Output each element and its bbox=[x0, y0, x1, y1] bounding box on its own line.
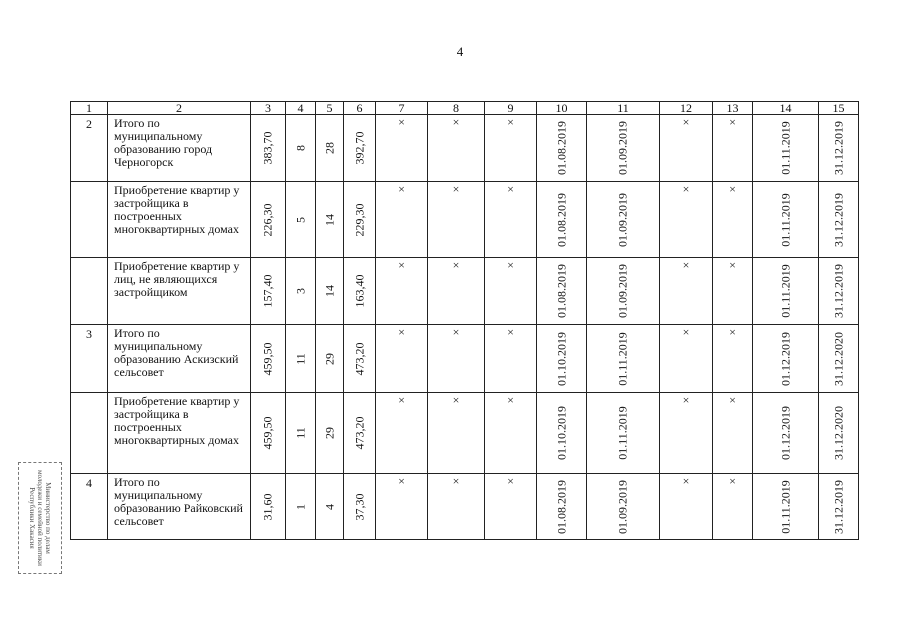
amount-cell bbox=[251, 474, 286, 540]
amount-cell bbox=[344, 115, 376, 182]
count-cell bbox=[286, 115, 316, 182]
count-cell bbox=[316, 393, 344, 474]
date-cell-text: 01.11.2019 bbox=[778, 192, 792, 247]
mark-cell: × bbox=[713, 393, 753, 474]
page-number: 4 bbox=[456, 44, 464, 59]
date-cell bbox=[587, 393, 660, 474]
mark-cell: × bbox=[485, 182, 537, 258]
amount-cell bbox=[251, 258, 286, 325]
mark-cell: × bbox=[485, 258, 537, 325]
date-cell-text: 31.12.2019 bbox=[831, 192, 845, 247]
date-cell bbox=[587, 182, 660, 258]
row-name-cell: Приобретение квартир у лиц, не являющихся застройщиком bbox=[108, 258, 251, 325]
column-number-row bbox=[71, 102, 859, 115]
row-name-cell: Итого по муниципальному образованию Аскизский сельсовет bbox=[108, 325, 251, 393]
date-cell bbox=[537, 258, 587, 325]
date-cell-text: 31.12.2020 bbox=[831, 406, 845, 460]
mark-cell: × bbox=[485, 474, 537, 540]
amount-cell bbox=[344, 393, 376, 474]
amount-cell-text: 226,30 bbox=[260, 203, 275, 236]
count-cell bbox=[316, 474, 344, 540]
mark-cell: × bbox=[485, 115, 537, 182]
table-row bbox=[71, 258, 859, 325]
date-cell-text: 01.12.2019 bbox=[778, 406, 792, 460]
count-cell-text: 11 bbox=[293, 352, 307, 365]
stamp-line: молодежи и семейной политики bbox=[36, 470, 44, 566]
date-cell-text: 01.09.2019 bbox=[615, 121, 630, 175]
date-cell bbox=[819, 393, 859, 474]
count-cell-text: 14 bbox=[322, 285, 336, 297]
table-row bbox=[71, 325, 859, 393]
amount-cell-text: 163,40 bbox=[352, 274, 366, 308]
row-number-cell bbox=[71, 258, 108, 325]
mark-cell: × bbox=[376, 258, 428, 325]
mark-cell: × bbox=[660, 393, 713, 474]
amount-cell-text: 459,50 bbox=[260, 416, 275, 450]
amount-cell bbox=[344, 474, 376, 540]
date-cell-text: 31.12.2019 bbox=[831, 479, 845, 534]
date-cell-text: 01.11.2019 bbox=[778, 121, 792, 175]
mark-cell: × bbox=[485, 325, 537, 393]
stamp-line: Министерство по делам bbox=[44, 482, 52, 554]
row-number-cell: 2 bbox=[71, 115, 108, 182]
mark-cell: × bbox=[376, 325, 428, 393]
registration-stamp bbox=[18, 462, 62, 574]
date-cell bbox=[587, 325, 660, 393]
table-row bbox=[71, 393, 859, 474]
mark-cell: × bbox=[713, 325, 753, 393]
count-cell-text: 29 bbox=[322, 352, 336, 365]
count-cell bbox=[316, 258, 344, 325]
column-header: 15 bbox=[819, 102, 859, 115]
count-cell bbox=[316, 325, 344, 393]
amount-cell-text: 229,30 bbox=[352, 203, 366, 236]
date-cell-text: 01.08.2019 bbox=[554, 479, 568, 534]
column-header: 7 bbox=[376, 102, 428, 115]
mark-cell: × bbox=[428, 325, 485, 393]
mark-cell: × bbox=[428, 182, 485, 258]
mark-cell: × bbox=[713, 115, 753, 182]
mark-cell: × bbox=[428, 258, 485, 325]
amount-cell bbox=[344, 182, 376, 258]
count-cell-text: 5 bbox=[293, 216, 307, 223]
column-header: 5 bbox=[316, 102, 344, 115]
date-cell bbox=[753, 258, 819, 325]
date-cell-text: 01.08.2019 bbox=[554, 121, 568, 175]
date-cell bbox=[819, 474, 859, 540]
count-cell bbox=[316, 182, 344, 258]
amount-cell-text: 473,20 bbox=[352, 416, 366, 450]
row-number-cell bbox=[71, 393, 108, 474]
date-cell bbox=[753, 325, 819, 393]
count-cell-text: 8 bbox=[293, 145, 307, 151]
mark-cell: × bbox=[428, 474, 485, 540]
date-cell bbox=[753, 115, 819, 182]
date-cell bbox=[819, 325, 859, 393]
date-cell-text: 31.12.2020 bbox=[831, 331, 845, 386]
count-cell-text: 4 bbox=[322, 503, 336, 510]
date-cell bbox=[753, 393, 819, 474]
date-cell bbox=[587, 474, 660, 540]
date-cell-text: 01.09.2019 bbox=[615, 264, 630, 318]
mark-cell: × bbox=[376, 474, 428, 540]
mark-cell: × bbox=[660, 115, 713, 182]
column-header: 12 bbox=[660, 102, 713, 115]
column-header: 9 bbox=[485, 102, 537, 115]
amount-cell-text: 459,50 bbox=[260, 342, 275, 375]
resettlement-table bbox=[70, 101, 859, 540]
column-header: 14 bbox=[753, 102, 819, 115]
mark-cell: × bbox=[428, 393, 485, 474]
mark-cell: × bbox=[376, 182, 428, 258]
amount-cell-text: 392,70 bbox=[352, 131, 366, 165]
table-row bbox=[71, 182, 859, 258]
column-header: 13 bbox=[713, 102, 753, 115]
date-cell-text: 01.08.2019 bbox=[554, 192, 568, 247]
count-cell bbox=[286, 258, 316, 325]
amount-cell-text: 157,40 bbox=[260, 274, 275, 308]
date-cell bbox=[819, 115, 859, 182]
date-cell bbox=[537, 115, 587, 182]
date-cell bbox=[819, 182, 859, 258]
date-cell-text: 01.09.2019 bbox=[615, 192, 630, 247]
mark-cell: × bbox=[713, 474, 753, 540]
column-header: 2 bbox=[108, 102, 251, 115]
amount-cell-text: 37,30 bbox=[352, 493, 366, 520]
count-cell-text: 3 bbox=[293, 288, 307, 294]
row-name-cell: Приобретение квартир у застройщика в построенных многоквартирных домах bbox=[108, 182, 251, 258]
amount-cell bbox=[251, 182, 286, 258]
date-cell bbox=[537, 393, 587, 474]
mark-cell: × bbox=[485, 393, 537, 474]
amount-cell-text: 383,70 bbox=[260, 131, 275, 165]
row-number-cell: 4 bbox=[71, 474, 108, 540]
column-header: 3 bbox=[251, 102, 286, 115]
column-header: 1 bbox=[71, 102, 108, 115]
count-cell-text: 1 bbox=[293, 503, 307, 510]
row-name-cell: Итого по муниципальному образованию город Черногорск bbox=[108, 115, 251, 182]
table-row bbox=[71, 474, 859, 540]
date-cell-text: 01.10.2019 bbox=[554, 331, 568, 386]
count-cell bbox=[286, 182, 316, 258]
row-name-cell: Итого по муниципальному образованию Райковский сельсовет bbox=[108, 474, 251, 540]
mark-cell: × bbox=[376, 393, 428, 474]
date-cell bbox=[537, 325, 587, 393]
mark-cell: × bbox=[428, 115, 485, 182]
mark-cell: × bbox=[660, 182, 713, 258]
count-cell bbox=[316, 115, 344, 182]
date-cell-text: 01.09.2019 bbox=[615, 479, 630, 534]
date-cell bbox=[819, 258, 859, 325]
amount-cell bbox=[344, 325, 376, 393]
date-cell-text: 01.11.2019 bbox=[615, 331, 630, 386]
amount-cell bbox=[251, 393, 286, 474]
mark-cell: × bbox=[376, 115, 428, 182]
date-cell bbox=[537, 182, 587, 258]
amount-cell-text: 31,60 bbox=[260, 493, 275, 520]
date-cell bbox=[753, 182, 819, 258]
date-cell-text: 01.10.2019 bbox=[554, 406, 568, 460]
count-cell bbox=[286, 393, 316, 474]
column-header: 10 bbox=[537, 102, 587, 115]
amount-cell-text: 473,20 bbox=[352, 342, 366, 375]
column-header: 8 bbox=[428, 102, 485, 115]
mark-cell: × bbox=[713, 182, 753, 258]
row-number-cell bbox=[71, 182, 108, 258]
mark-cell: × bbox=[660, 474, 713, 540]
amount-cell bbox=[344, 258, 376, 325]
date-cell-text: 31.12.2019 bbox=[831, 264, 845, 318]
date-cell-text: 01.12.2019 bbox=[778, 331, 792, 386]
count-cell-text: 11 bbox=[293, 427, 307, 439]
table-row bbox=[71, 115, 859, 182]
count-cell bbox=[286, 474, 316, 540]
amount-cell bbox=[251, 115, 286, 182]
mark-cell: × bbox=[713, 258, 753, 325]
date-cell-text: 31.12.2019 bbox=[831, 121, 845, 175]
amount-cell bbox=[251, 325, 286, 393]
row-name-cell: Приобретение квартир у застройщика в построенных многоквартирных домах bbox=[108, 393, 251, 474]
date-cell bbox=[753, 474, 819, 540]
date-cell-text: 01.08.2019 bbox=[554, 264, 568, 318]
mark-cell: × bbox=[660, 325, 713, 393]
count-cell-text: 29 bbox=[322, 427, 336, 439]
count-cell-text: 28 bbox=[322, 142, 336, 154]
date-cell bbox=[587, 258, 660, 325]
column-header: 6 bbox=[344, 102, 376, 115]
column-header: 4 bbox=[286, 102, 316, 115]
count-cell bbox=[286, 325, 316, 393]
date-cell bbox=[587, 115, 660, 182]
mark-cell: × bbox=[660, 258, 713, 325]
date-cell-text: 01.11.2019 bbox=[778, 264, 792, 318]
stamp-line: Республики Хакасия bbox=[28, 487, 36, 549]
row-number-cell: 3 bbox=[71, 325, 108, 393]
date-cell-text: 01.11.2019 bbox=[778, 479, 792, 534]
column-header: 11 bbox=[587, 102, 660, 115]
count-cell-text: 14 bbox=[322, 213, 336, 226]
date-cell bbox=[537, 474, 587, 540]
date-cell-text: 01.11.2019 bbox=[615, 406, 630, 460]
